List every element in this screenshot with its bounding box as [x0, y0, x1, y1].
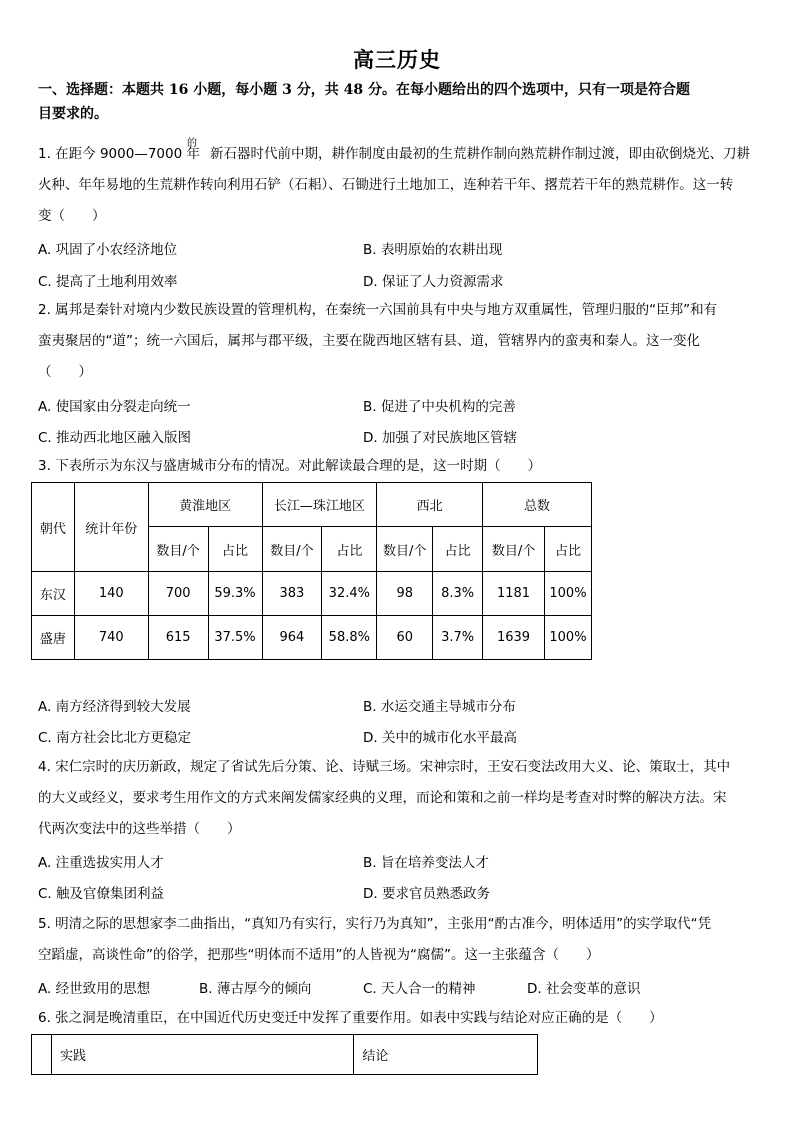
subheader-count: 数目/个 — [262, 527, 322, 572]
q2-option-a[interactable]: A. 使国家由分裂走向统一 — [38, 399, 191, 415]
cell-value: 98 — [377, 572, 433, 616]
header-region: 西北 — [377, 483, 483, 527]
cell-value: 3.7% — [433, 616, 483, 660]
q4-option-b[interactable]: B. 旨在培养变法人才 — [363, 855, 489, 871]
q5-stem-line1: 5. 明清之际的思想家李二曲指出，“真知乃有实行，实行乃为真知”，主张用“酌古准今，明体适用”的实学取代“凭 — [38, 916, 712, 932]
q2-option-b[interactable]: B. 促进了中央机构的完善 — [363, 399, 516, 415]
q5-option-b[interactable]: B. 薄古厚今的倾向 — [199, 981, 312, 997]
blank-cell — [32, 1035, 52, 1075]
cell-value: 60 — [377, 616, 433, 660]
q3-option-d[interactable]: D. 关中的城市化水平最高 — [363, 730, 517, 746]
cell-dynasty: 盛唐 — [32, 616, 75, 660]
q1-stem-line3: 变（ ） — [38, 208, 106, 224]
header-practice: 实践 — [51, 1035, 353, 1075]
cell-value: 615 — [148, 616, 208, 660]
q5-option-a[interactable]: A. 经世致用的思想 — [38, 981, 151, 997]
q3-option-a[interactable]: A. 南方经济得到较大发展 — [38, 699, 191, 715]
subheader-ratio: 占比 — [208, 527, 262, 572]
q1-stem-line2: 火种、年年易地的生荒耕作转向利用石铲（石耜）、石锄进行土地加工，连种若干年、撂荒若干年的熟荒耕作。这一转 — [38, 177, 734, 193]
q4-option-d[interactable]: D. 要求官员熟悉政务 — [363, 886, 490, 902]
q5-option-c[interactable]: C. 天人合一的精神 — [363, 981, 476, 997]
q1-stem-part-a: 1. 在距今 9000—7000 年 — [38, 146, 200, 162]
header-conclusion: 结论 — [354, 1035, 538, 1075]
q2-option-c[interactable]: C. 推动西北地区融入版图 — [38, 430, 192, 446]
practice-conclusion-table — [31, 1034, 538, 1075]
subheader-count: 数目/个 — [377, 527, 433, 572]
q3-option-b[interactable]: B. 水运交通主导城市分布 — [363, 699, 516, 715]
city-distribution-table — [31, 482, 592, 660]
q1-option-d[interactable]: D. 保证了人力资源需求 — [363, 274, 504, 290]
subheader-count: 数目/个 — [148, 527, 208, 572]
q3-option-c[interactable]: C. 南方社会比北方更稳定 — [38, 730, 192, 746]
header-region: 长江—珠江地区 — [262, 483, 377, 527]
q4-stem-line2: 的大义或经义，要求考生用作文的方式来阐发儒家经典的义理，而论和策和之前一样均是考查对时弊的解决方法。宋 — [38, 790, 727, 806]
q3-stem-line1: 3. 下表所示为东汉与盛唐城市分布的情况。对此解读最合理的是，这一时期（ ） — [38, 458, 542, 474]
table-row — [32, 572, 592, 616]
subheader-count: 数目/个 — [483, 527, 545, 572]
q1-superscript: 的 — [187, 138, 197, 149]
cell-value: 59.3% — [208, 572, 262, 616]
cell-value: 100% — [544, 616, 591, 660]
q4-stem-line1: 4. 宋仁宗时的庆历新政，规定了省试先后分策、论、诗赋三场。宋神宗时，王安石变法改用大义、论、策取士，其中 — [38, 759, 731, 775]
cell-value: 37.5% — [208, 616, 262, 660]
cell-value: 8.3% — [433, 572, 483, 616]
q6-stem-line1: 6. 张之洞是晚清重臣，在中国近代历史变迁中发挥了重要作用。如表中实践与结论对应正确的是（ ） — [38, 1010, 663, 1026]
q4-option-c[interactable]: C. 触及官僚集团利益 — [38, 886, 165, 902]
q2-stem-line3: （ ） — [38, 364, 92, 380]
cell-value: 58.8% — [322, 616, 377, 660]
page-title: 高三历史 — [353, 47, 441, 72]
q2-stem-line1: 2. 属邦是秦针对境内少数民族设置的管理机构，在秦统一六国前具有中央与地方双重属性，管理归服的“臣邦”和有 — [38, 302, 718, 318]
section-heading-line2: 目要求的。 — [38, 106, 108, 122]
q4-stem-line3: 代两次变法中的这些举措（ ） — [38, 821, 241, 837]
q5-stem-line2: 空蹈虚，高谈性命”的俗学，把那些“明体而不适用”的人皆视为“腐儒”。这一主张蕴含（ ） — [38, 947, 600, 963]
cell-year: 740 — [74, 616, 148, 660]
q1-stem-line1 — [38, 144, 763, 164]
header-stat-year: 统计年份 — [74, 483, 148, 572]
subheader-ratio: 占比 — [322, 527, 377, 572]
cell-value: 383 — [262, 572, 322, 616]
q1-stem-part-b: 新石器时代前中期，耕作制度由最初的生荒耕作制向熟荒耕作制过渡，即由砍倒烧光、刀耕 — [209, 146, 750, 162]
q5-option-d[interactable]: D. 社会变革的意识 — [527, 981, 641, 997]
q2-stem-line2: 蛮夷聚居的“道”；统一六国后，属邦与郡平级，主要在陇西地区辖有县、道，管辖界内的蛮夷和秦人。这一变化 — [38, 333, 700, 349]
cell-year: 140 — [74, 572, 148, 616]
q4-option-a[interactable]: A. 注重选拔实用人才 — [38, 855, 164, 871]
header-dynasty: 朝代 — [32, 483, 75, 572]
cell-value: 700 — [148, 572, 208, 616]
q1-option-a[interactable]: A. 巩固了小农经济地位 — [38, 242, 178, 258]
cell-value: 1181 — [483, 572, 545, 616]
cell-value: 1639 — [483, 616, 545, 660]
subheader-ratio: 占比 — [544, 527, 591, 572]
header-region: 黄淮地区 — [148, 483, 262, 527]
q1-option-b[interactable]: B. 表明原始的农耕出现 — [363, 242, 503, 258]
subheader-ratio: 占比 — [433, 527, 483, 572]
q2-option-d[interactable]: D. 加强了对民族地区管辖 — [363, 430, 517, 446]
cell-value: 964 — [262, 616, 322, 660]
section-heading-line1: 一、选择题：本题共 16 小题，每小题 3 分，共 48 分。在每小题给出的四个选项中，只有一项是符合题 — [38, 82, 690, 98]
cell-dynasty: 东汉 — [32, 572, 75, 616]
cell-value: 100% — [544, 572, 591, 616]
cell-value: 32.4% — [322, 572, 377, 616]
table-row — [32, 616, 592, 660]
q1-option-c[interactable]: C. 提高了土地利用效率 — [38, 274, 178, 290]
header-region: 总数 — [483, 483, 592, 527]
